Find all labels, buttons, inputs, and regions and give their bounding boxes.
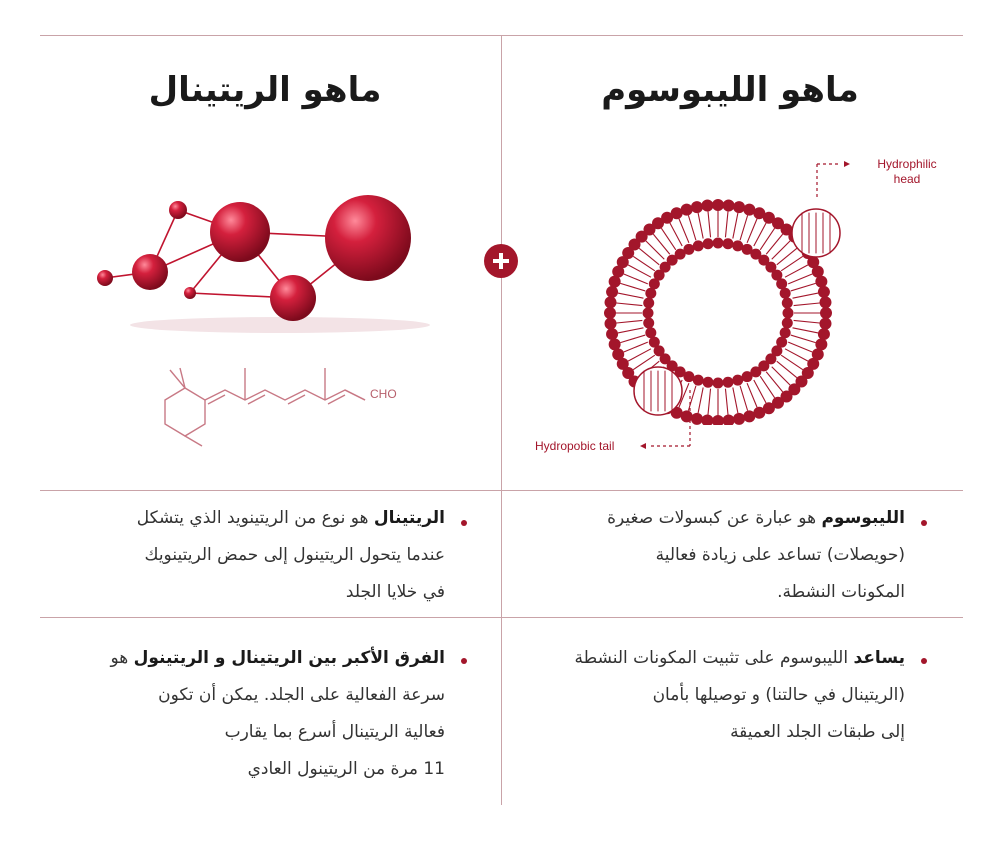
atom bbox=[210, 202, 270, 262]
liposome-function-description: يساعد الليبوسوم على تثبيت المكونات النشطة (الريتينال في حالتنا) و توصيلها بأمان إلى طبقات الجلد العميقة bbox=[574, 648, 905, 742]
retinal-difference-description: الفرق الأكبر بين الريتينال و الريتينول هو سرعة الفعالية على الجلد. يمكن أن تكون فعالية الريتينال أسرع بما يقارب 11 مرة من الريتينول العادي bbox=[110, 648, 445, 779]
retinal-bold: الريتينال bbox=[373, 508, 445, 528]
bullet bbox=[461, 658, 467, 664]
hydrophilic-head-label: Hydrophilic head bbox=[877, 157, 937, 186]
bullet bbox=[461, 520, 467, 526]
bullet bbox=[921, 658, 927, 664]
difference-bold: الفرق الأكبر بين الريتينال و الريتينول bbox=[133, 648, 445, 668]
atom bbox=[97, 270, 113, 286]
liposome-bold: الليبوسوم bbox=[821, 508, 905, 528]
liposome-description: الليبوسوم هو عبارة عن كبسولات صغيرة (حويصلات) تساعد على زيادة فعالية المكونات النشطة. bbox=[607, 508, 905, 602]
atom bbox=[325, 195, 411, 281]
retinal-heading: ماهو الريتينال bbox=[148, 70, 382, 110]
hydrophobic-tail-label: Hydropobic tail bbox=[535, 439, 615, 453]
atom bbox=[184, 287, 196, 299]
helps-bold: يساعد bbox=[853, 648, 905, 668]
retinal-structural-formula bbox=[140, 360, 440, 450]
atom bbox=[169, 201, 187, 219]
cho-label: CHO bbox=[370, 387, 397, 401]
retinal-molecule-illustration bbox=[80, 180, 440, 340]
label-leaders bbox=[520, 160, 860, 460]
atom bbox=[132, 254, 168, 290]
atom bbox=[270, 275, 316, 321]
liposome-heading: ماهو الليبوسوم bbox=[601, 70, 859, 110]
plus-circle-icon bbox=[484, 244, 518, 278]
center-divider bbox=[501, 35, 502, 805]
retinal-description: الريتينال هو نوع من الريتينويد الذي يتشكل عندما يتحول الريتينول إلى حمض الريتينويك في خلايا الجلد bbox=[136, 508, 445, 602]
bullet bbox=[921, 520, 927, 526]
